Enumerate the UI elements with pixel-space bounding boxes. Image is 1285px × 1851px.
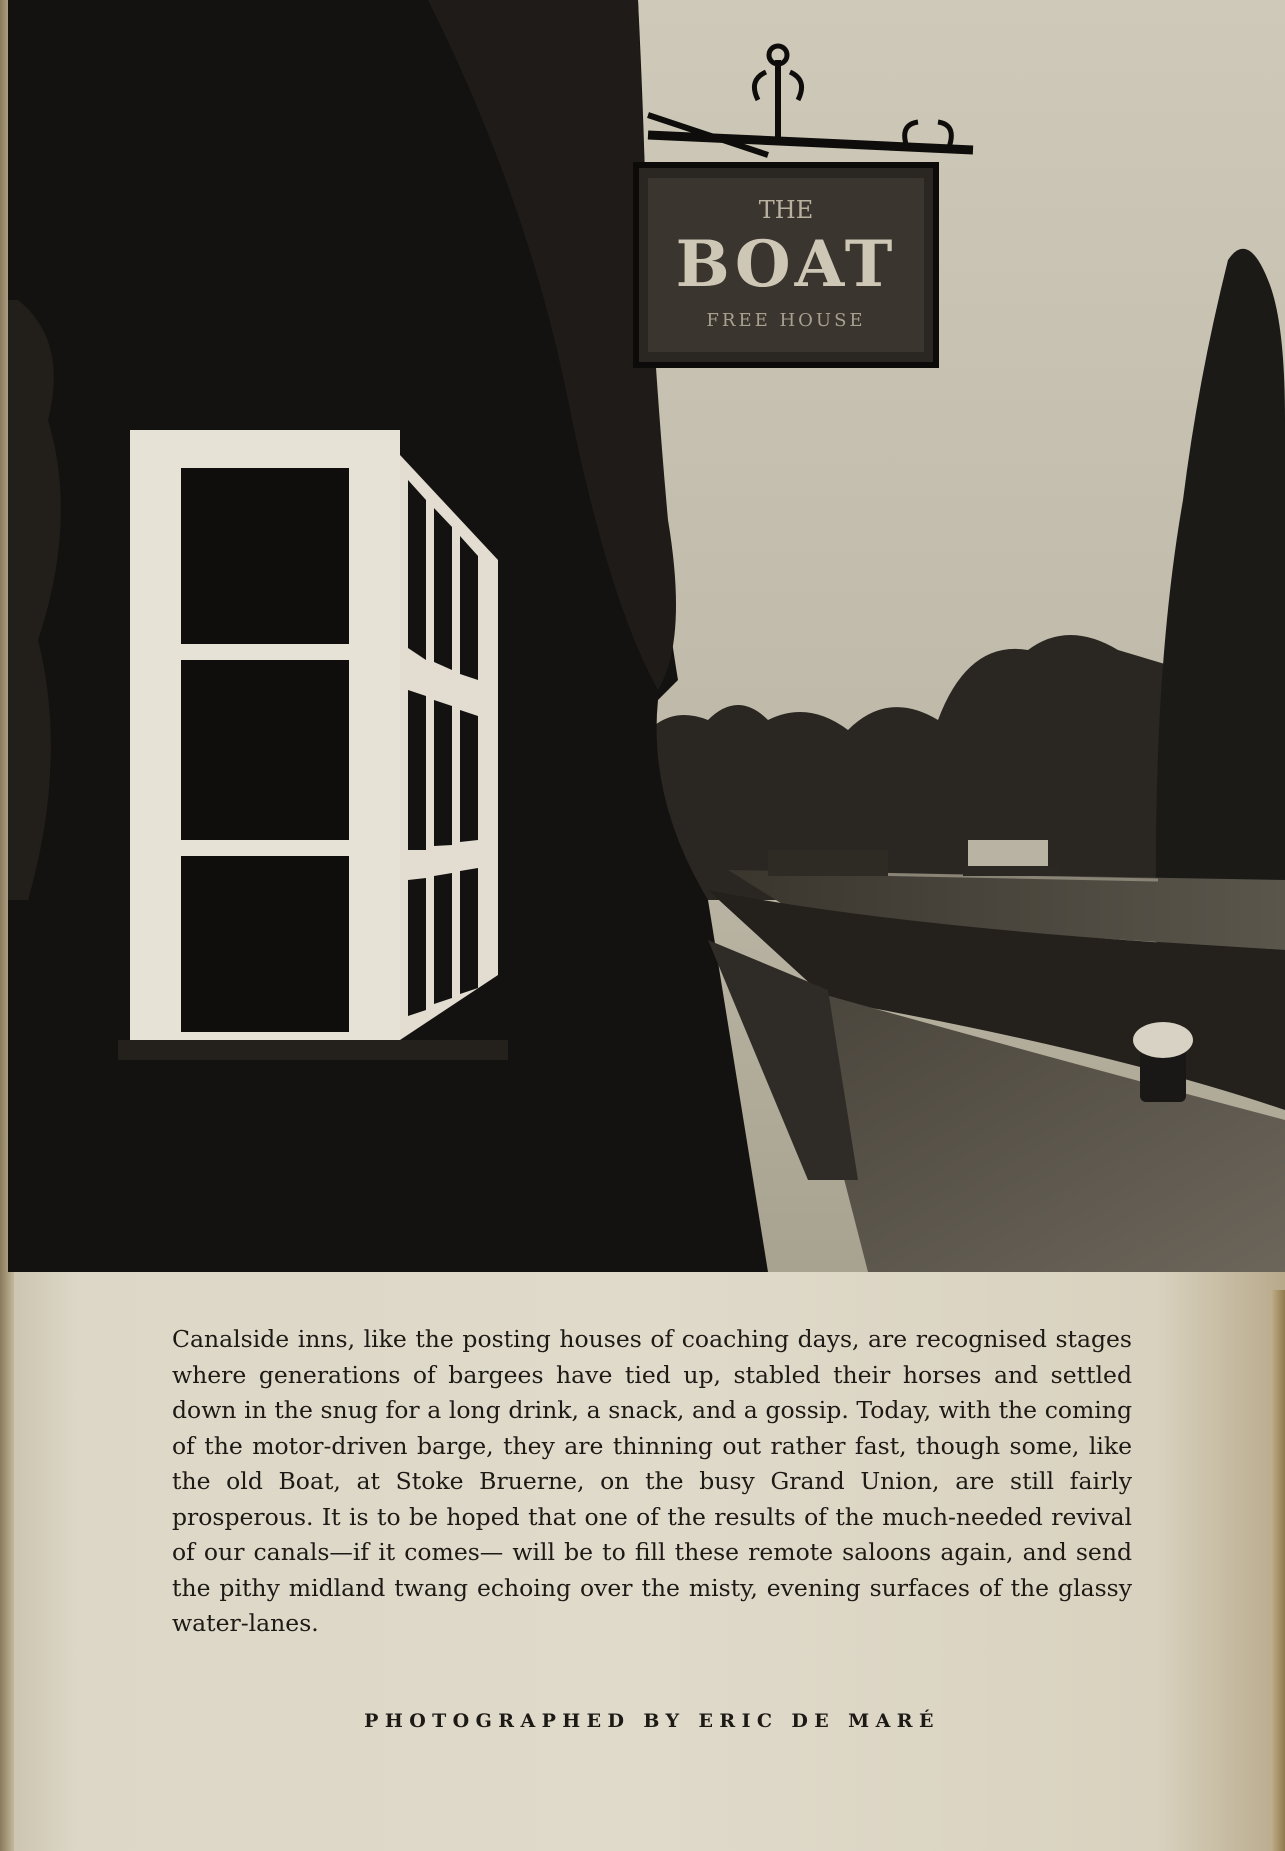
- photo-credit: PHOTOGRAPHED BY ERIC DE MARÉ: [364, 1710, 940, 1732]
- canalside-inn-photograph: [8, 0, 1285, 1272]
- sign-text-the: THE: [758, 196, 814, 224]
- sign-text-free-house: FREE HOUSE: [706, 310, 866, 331]
- canalside-inn-photo-icon: [8, 0, 1285, 1272]
- photo-caption: Canalside inns, like the posting houses of coaching days, are recognised stages where generations of bargees have tied up, stabled their horses and settled down in the snug for a long drink, a snack, and a gossip. Today, with the coming of the motor-driven barge, they are thinning out rather fast, though some, like the old Boat, at Stoke Bruerne, on the busy Grand Union, are still fairly prosperous. It is to be hoped that one of the results of the much-needed revival of our canals—if it comes— will be to fill these remote saloons again, and send the pithy midland twang echoing over the misty, evening surfaces of the glassy water-lanes.: [172, 1325, 1132, 1637]
- sign-text-boat: BOAT: [675, 227, 897, 302]
- page-edge: [1271, 1290, 1285, 1851]
